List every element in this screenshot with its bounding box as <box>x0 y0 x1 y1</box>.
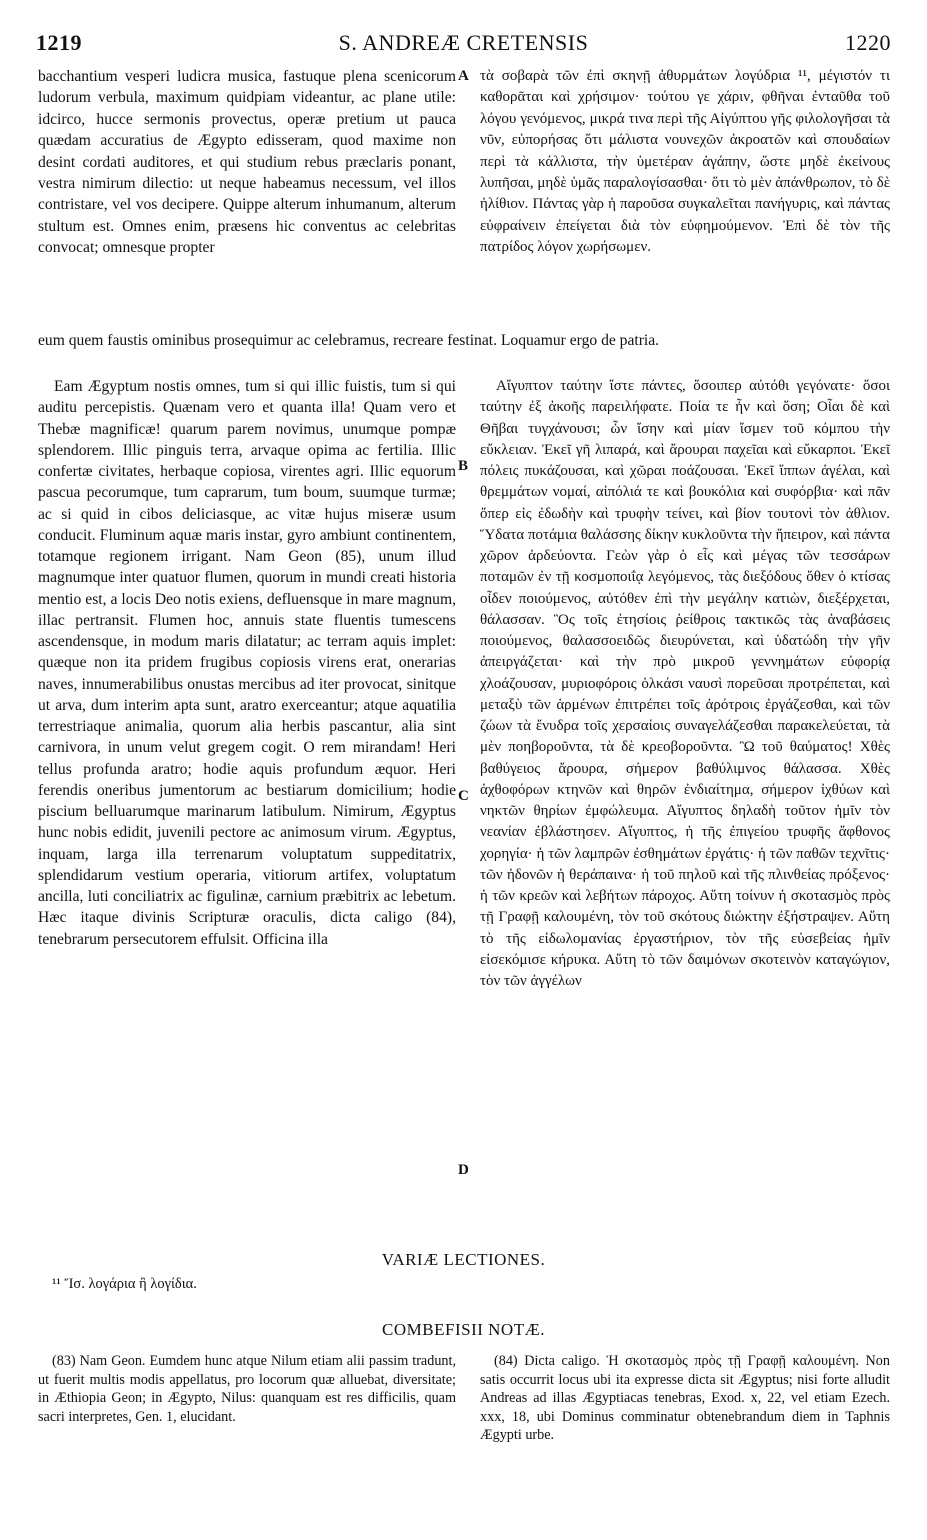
page-header <box>36 30 891 60</box>
latin-column-top <box>38 66 456 259</box>
full-width-text: eum quem faustis ominibus prosequimur ac celebramus, recreare festinat. Loquamur ergo de patria. <box>38 332 660 349</box>
left-column-number: 1219 <box>36 30 82 55</box>
latin-top-text: bacchantium vesperi ludicra musica, fastuque plena scenicorum ludorum verbula, maximum quidpiam videantur, ac plane utile: idcirco, hucce sermonis provectus, operæ pretium ut pauca quædam accuratius de Ægypto edisseram, quod maxime non desint cordati auditores, et qui studium rebus præclaris ponant, vestra nimirum dilectio: ut neque habeamus necessum, vel illos contristare, vel vos decipere. Quippe alterum inhumanum, alterum stultum est. Omnes enim, præsens hic conventus ac celebritas convocat; omnesque propter <box>38 68 456 257</box>
full-width-line <box>38 330 890 351</box>
note-84 <box>480 1352 890 1445</box>
note-83-text: (83) Nam Geon. Eumdem hunc atque Nilum etiam alii passim tradunt, ut fuerit multis modis appellatus, pro locorum quæ alluebat, diversitate; in Æthiopia Geon; in Ægypto, Nilus: quanquam est res difficilis, quam sacri interpretes, Gen. 1, elucidant. <box>38 1353 456 1425</box>
latin-main-text: Eam Ægyptum nostis omnes, tum si qui illic fuistis, tum si qui auditu percepistis. Quænam vero et quanta illa! Quam vero et Thebæ magnificæ! quarum parem novimus, unumque pompæ splendorem. Illic pinguis terra, arvaque opima ac fertilia. Illic confertæ civitates, herbaque copiosa, virentes agri. Illic equorum pascua pecorumque, tum caprarum, tum boum, suumque turmæ; ac si quid in cibos deliciasque, ac vitæ hujus miseræ usum conducit. Fluminum aquæ maris instar, gyro ambiunt continentem, totamque regionem irrigant. Nam Geon (85), unum illud magnumque inter quatuor flumen, quorum in mundi creati historia mentio est, a locis Deo notis exiens, defluensque in mare magnum, illac pertransit. Flumen hoc, annuis state fluentis tumescens ascendensque, in modum maris dilatatur; ac terram aquis implet: quæque non ita pridem frugibus copiosis virens erat, onerarias naves, innumerabilibus onustas mercibus ad iter provocat, sinitque ut arva, dum interim apta sunt, aratro exerceantur; atque aquatilia terrestriaque animalia, quorum alia herbis pascantur, alia sint carnivora, in unum velut gregem cogit. O rem mirandam! Heri tellus profunda aratro; hodie aquis profundum æquor. Heri ferendis oneribus jumentorum ac bestiarum domicilium; hodie piscium belluarumque marinarum latibulum. Nimirum, Ægyptus hunc nobis edidit, juvenili pectore ac animosum virum. Ægyptus, inquam, larga illa terrenarum voluptatum suppeditatrix, splendidarum vestium operaria, vitiorum artifex, voluptatum ancilla, luti conciliatrix ac figulinæ, carnium præbitrix ac lebetum. Hæc itaque divinis Scripturæ oraculis, dicta caligo (84), tenebrarum persecutorem effulsit. Officina illa <box>38 378 456 948</box>
variae-lectiones-entry: ¹¹ Ἴσ. λογάρια ἢ λογίδια. <box>52 1276 197 1292</box>
margin-mark-c: C <box>458 788 469 804</box>
right-column-number: 1220 <box>845 30 891 55</box>
combefisii-notae-heading: COMBEFISII NOTÆ. <box>382 1320 545 1339</box>
greek-column-main <box>480 376 890 992</box>
note-84-text: (84) Dicta caligo. Ἡ σκοτασμὸς πρὸς τῇ Γραφῇ καλουμένη. Non satis occurrit locus ubi ita expresse dicta sit Ægyptus; nisi forte alludit Andreas ad illas Ægyptiacas tenebras, Exod. x, 22, vel etiam Ezech. xxx, 18, ubi Dominus comminatur obtenebrandum diem in Taphnis Ægypti urbe. <box>480 1353 890 1444</box>
note-83 <box>38 1352 456 1426</box>
running-title: S. ANDREÆ CRETENSIS <box>338 30 589 55</box>
variae-lectiones-heading: VARIÆ LECTIONES. <box>381 1250 546 1269</box>
margin-mark-b: B <box>458 458 469 474</box>
margin-mark-a: A <box>458 68 469 84</box>
margin-mark-d: D <box>458 1162 469 1178</box>
latin-column-main <box>38 376 456 950</box>
greek-main-text: Αἴγυπτον ταύτην ἴστε πάντες, ὅσοιπερ αὐτόθι γεγόνατε· ὅσοι ταύτην ἐξ ἀκοῆς παρειλήφατε. Ποία τε ἦν καὶ ὅση; Οἷαι δὲ καὶ Θῆβαι τυγχάνουσι; ὧν ἴσην καὶ μίαν ἴσμεν τοῦ κόμπου τὴν εὔκλειαν. Ἐκεῖ γῆ λιπαρά, καὶ ἄρουραι παχεῖαι καὶ εὔκαρποι. Ἐκεῖ πόλεις πυκάζουσαι, καὶ χῶραι ποάζουσαι. Ἐκεῖ ἵππων ἀγέλαι, καὶ θρεμμάτων νομαί, αἰπόλιά τε καὶ βουκόλια καὶ συφόρβια· καὶ πᾶν ὅπερ εἰς ἐδωδὴν καὶ τρυφὴν τείνει, καὶ βίον τουτονὶ τὸν ἀθλιον. Ὕδατα ποτάμια θαλάσσης δίκην κυκλοῦντα τὴν ἤπειρον, καὶ πάντα χῶρον ἀρδεύοντα. Γεὼν γὰρ ὁ εἷς καὶ μέγας τῶν τεσσάρων ποταμῶν ἐν τῇ κοσμοποιΐᾳ λεγόμενος, τὰς διεξόδους ὅθεν ὁ κτίσας οἶδεν ποιούμενος, αὐτόθεν ἐπὶ τὴν μεγάλην κατιὼν, διεξέρχεται, θάλασσαν. Ὃς τοῖς ἐτησίοις ῥείθροις τακτικῶς τὰς ἀναβάσεις ποιούμενος, θαλασσοειδῶς διευρύνεται, καὶ ὑδατώδη τὴν γῆν ἀπειργάζεται· καὶ τὴν πρὸ μικροῦ γεννημάτων εὐφορίᾳ χλοάζουσαν, μυριοφόροις ὁλκάσι ναυσὶ πορεῦσαι προτρέπεται, καὶ μεταξὺ τῶν ἁρμένων ἐπιτρέπει τοῖς ἀρότροις ἐργάζεσθαι, καὶ τῶν ζώων τὰ ἔνυδρα τοῖς χερσαίοις συναγελάζεσθαι παρακελεύεται, τὰ μὲν ποηβοροῦντα, τὰ δὲ κρεοβοροῦντα. Ὢ τοῦ θαύματος! Χθὲς βαθύγειος ἄρουρα, σήμερον βαθύλιμνος θάλασσα. Χθὲς ἀχθοφόρων κτηνῶν καὶ θηρῶν ἐνδιαίτημα, σήμερον ἰχθύων καὶ νηκτῶν θηρίων ἐμφώλευμα. Αἴγυπτος δηλαδὴ τοῦτον ἡμῖν τὸν νεανίαν ἐβλάστησεν. Αἴγυπτος, ἡ τῆς ἐπιγείου τρυφῆς ἄφθονος χορηγία· ἡ τῶν λαμπρῶν ἐσθημάτων ἐργάτις· ἡ τῶν παθῶν τεχνῖτις· τῶν ἡδονῶν ἡ θεράπαινα· ἡ τοῦ πηλοῦ καὶ τῆς πλινθείας πρόξενος· ἡ τῶν κρεῶν καὶ λεβήτων πάροχος. Αὕτη τοίνυν ἡ σκοτασμὸς πρὸς τῇ Γραφῇ καλουμένη, τὸν τοῦ σκότους διώκτην ἐξήστραψεν. Αὕτη τὸ τῆς εἰδωλομανίας ἐργαστήριον, τὸν τῆς εὐσεβείας ἡμῖν εἰσεκόμισε κήρυκα. Αὕτη τὸ τῶν δαιμόνων σκοτεινὸν καταγώγιον, τὸν τῶν ἀγγέλων <box>480 378 890 989</box>
greek-column-top <box>480 66 890 259</box>
greek-top-text: τὰ σοβαρὰ τῶν ἐπὶ σκηνῇ ἀθυρμάτων λογύδρια ¹¹, μέγιστόν τι καθορᾶται καὶ χρήσιμον· τούτου γε χάριν, φθῆναι ἐνταῦθα τοῦ λόγου γενόμενος, μικρά τινα περὶ τῆς Αἰγύπτου γῆς φιλολογῆσαι τὰ νῦν, εὐπορήσας ὅτι μάλιστα νουνεχῶν ἀκροατῶν καὶ σπουδαίων περὶ τὰ κάλλιστα, τὴν ὑμετέραν ἀγάπην, ὥστε μηδὲ ἐκείνους λυπῆσαι, μηδὲ ὑμᾶς παραλογίσασθαι· ὅτι τὸ μὲν ἀπάνθρωπον, τὸ δὲ ἠλίθιον. Πάντας γὰρ ἡ παροῦσα συγκαλεῖται πανήγυρις, καὶ πάντας εὐφραίνειν ἐπείγεται διὰ τὸν εὐφημούμενον. Ἐπὶ δὲ τὸν τῆς πατρίδος λόγον χωρήσωμεν. <box>480 68 890 256</box>
